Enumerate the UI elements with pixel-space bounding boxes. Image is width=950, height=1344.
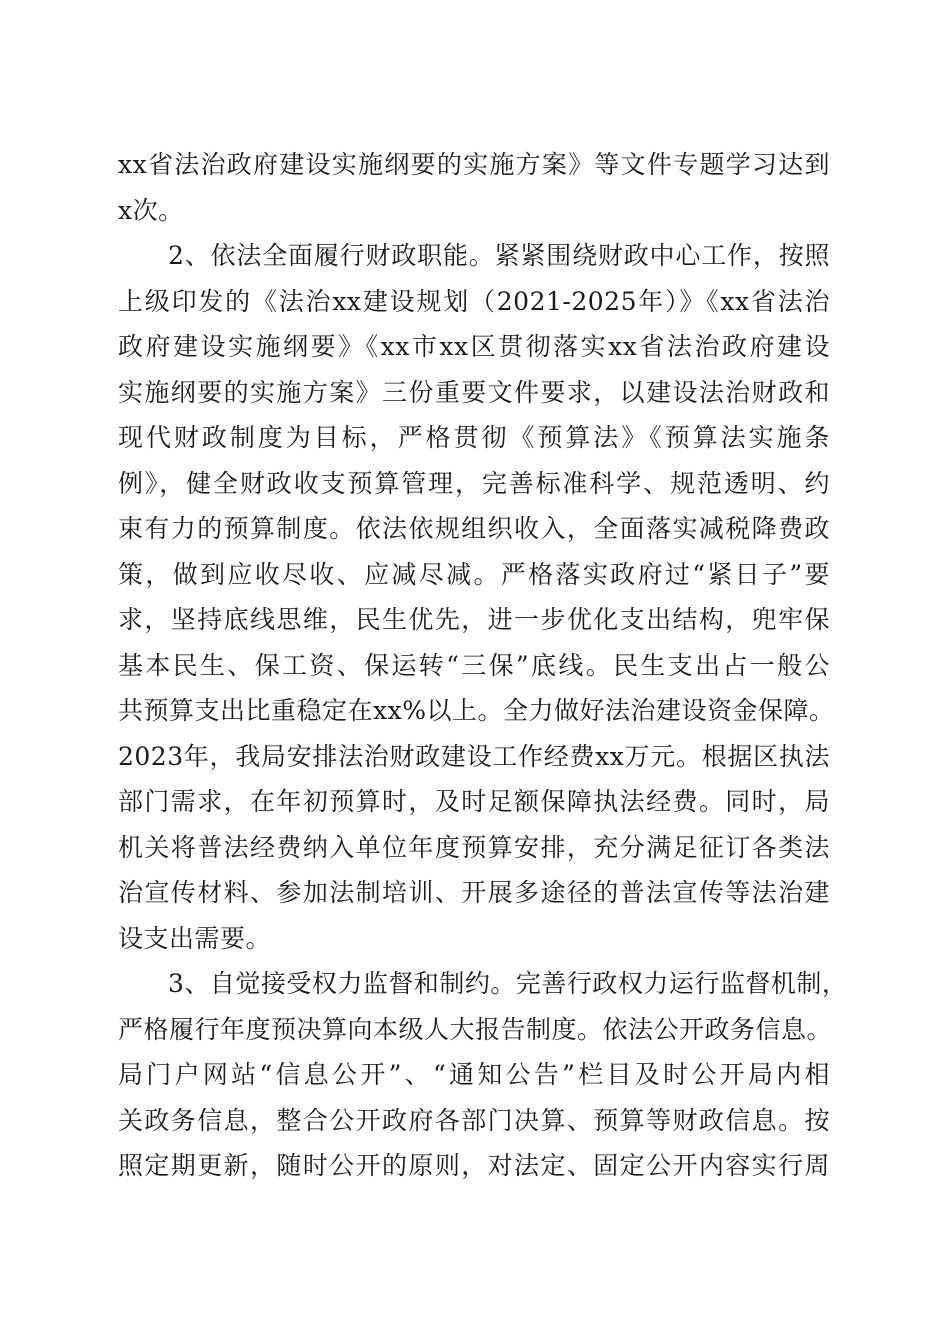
text-line: 关政务信息，整合公开政府各部门决算、预算等财政信息。按 bbox=[118, 1105, 830, 1135]
text-line: 设支出需要。 bbox=[118, 923, 272, 953]
text-line: 照定期更新，随时公开的原则，对法定、固定公开内容实行周 bbox=[118, 1151, 830, 1180]
text-line: 严格履行年度预决算向本级人大报告制度。依法公开政务信息。 bbox=[118, 1014, 833, 1044]
document-body bbox=[118, 142, 848, 1189]
text-line: 现代财政制度为目标，严格贯彻《预算法》《预算法实施条 bbox=[118, 423, 830, 452]
text-line: x次。 bbox=[118, 195, 184, 225]
text-line: 2023年，我局安排法治财政建设工作经费xx万元。根据区执法 bbox=[118, 741, 830, 771]
text-line: 束有力的预算制度。依法依规组织收入，全面落实减税降费政 bbox=[118, 514, 830, 543]
text-line: 机关将普法经费纳入单位年度预算安排，充分满足征订各类法 bbox=[118, 832, 830, 862]
text-line: 上级印发的《法治xx建设规划（2021-2025年）》《xx省法治 bbox=[118, 286, 830, 316]
text-line: 治宣传材料、参加法制培训、开展多途径的普法宣传等法治建 bbox=[118, 878, 830, 907]
text-line: 策，做到应收尽收、应减尽减。严格落实政府过“紧日子”要 bbox=[118, 559, 830, 589]
text-line: 共预算支出比重稳定在xx%以上。全力做好法治建设资金保障。 bbox=[118, 696, 835, 725]
paragraph-start-line: 3、自觉接受权力监督和制约。完善行政权力运行监督机制， bbox=[168, 969, 848, 998]
text-line: 基本民生、保工资、保运转“三保”底线。民生支出占一般公 bbox=[118, 650, 830, 680]
text-line: xx省法治政府建设实施纲要的实施方案》等文件专题学习达到 bbox=[118, 150, 830, 179]
text-line: 例》，健全财政收支预算管理，完善标准科学、规范透明、约 bbox=[118, 468, 830, 498]
text-line: 政府建设实施纲要》《xx市xx区贯彻落实xx省法治政府建设 bbox=[118, 332, 830, 361]
paragraph-start-line: 2、依法全面履行财政职能。紧紧围绕财政中心工作，按照 bbox=[168, 241, 830, 270]
text-line: 部门需求，在年初预算时，及时足额保障执法经费。同时，局 bbox=[118, 787, 830, 816]
text-line: 局门户网站“信息公开”、“通知公告”栏目及时公开局内相 bbox=[118, 1060, 830, 1089]
text-line: 实施纲要的实施方案》三份重要文件要求，以建设法治财政和 bbox=[118, 377, 830, 407]
text-line: 求，坚持底线思维，民生优先，进一步优化支出结构，兜牢保 bbox=[118, 605, 830, 634]
